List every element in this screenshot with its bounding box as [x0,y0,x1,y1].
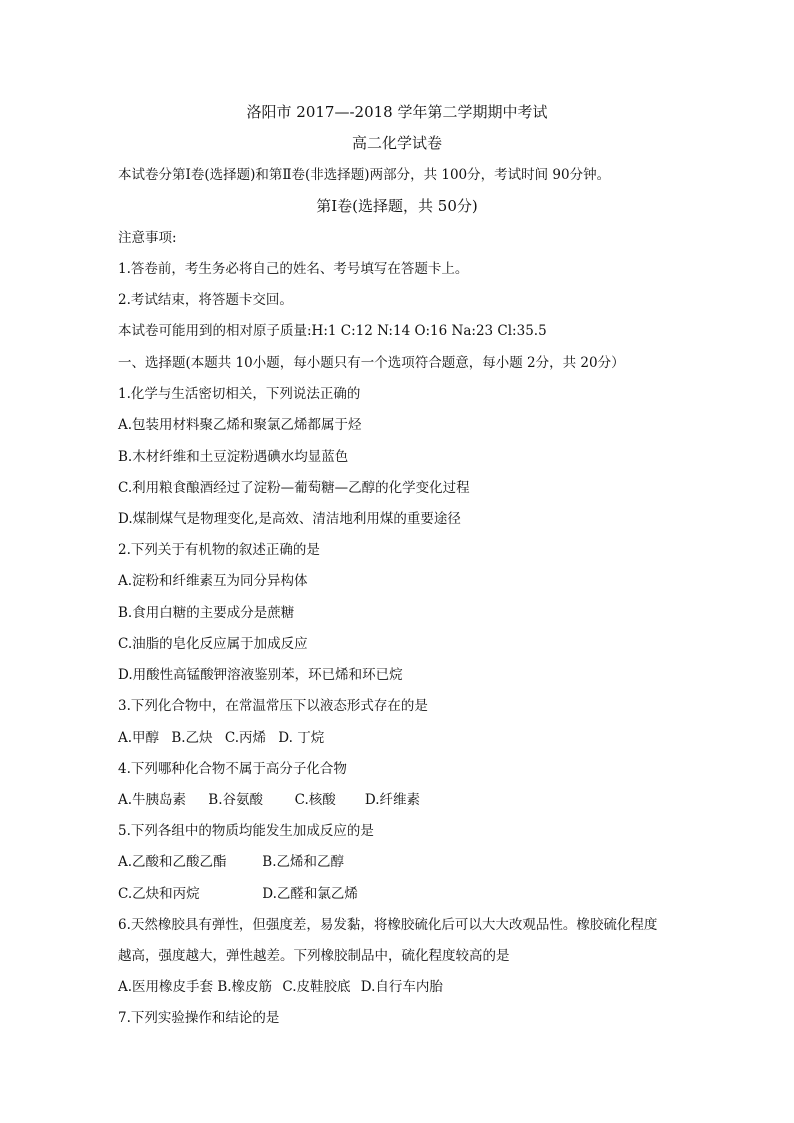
question-2-option-a: A.淀粉和纤维素互为同分异构体 [118,573,308,589]
question-2-option-d: D.用酸性高锰酸钾溶液鉴别苯，环已烯和环已烷 [118,667,403,683]
question-3-option-c: C.丙烯 [224,730,266,746]
atomic-masses: 本试卷可能用到的相对原子质量:H:1 C:12 N:14 O:16 Na:23 Cl:35.5 [118,323,547,339]
question-3-stem: 3.下列化合物中，在常温常压下以液态形式存在的是 [118,698,428,714]
question-5-option-a: A.乙酸和乙酸乙酯 [118,854,227,870]
exam-title: 洛阳市 2017—-2018 学年第二学期期中考试 [246,103,548,121]
section-title: 第Ⅰ卷(选择题，共 50分) [316,197,478,215]
note-item: 2.考试结束，将答题卡交回。 [118,292,293,308]
question-6-stem-line-2: 越高，强度越大，弹性越差。下列橡胶制品中，硫化程度较高的是 [118,948,510,964]
question-3-option-d: D. 丁烷 [278,730,325,746]
note-item: 1.答卷前，考生务必将自己的姓名、考号填写在答题卡上。 [118,261,469,277]
question-5-stem: 5.下列各组中的物质均能发生加成反应的是 [118,823,374,839]
question-6-stem-line-1: 6.天然橡胶具有弹性，但强度差，易发黏，将橡胶硫化后可以大大改观品性。橡胶硫化程度 [118,917,658,933]
question-4-option-b: B.谷氨酸 [208,792,264,808]
question-4-option-a: A.牛胰岛素 [118,792,187,808]
question-5-options-row-1 [118,853,344,871]
question-6-options [118,978,443,996]
question-4-option-d: D.纤维素 [364,792,421,808]
question-1-option-b: B.木材纤维和土豆淀粉遇碘水均显蓝色 [118,449,349,465]
question-4-options [118,791,420,809]
question-2-option-c: C.油脂的皂化反应属于加成反应 [118,636,308,652]
question-1-option-a: A.包装用材料聚乙烯和聚氯乙烯都属于烃 [118,417,362,433]
question-4-stem: 4.下列哪种化合物不属于高分子化合物 [118,761,347,777]
exam-subtitle: 高二化学试卷 [351,134,442,152]
question-2-stem: 2.下列关于有机物的叙述正确的是 [118,542,320,558]
notes-heading: 注意事项: [118,230,177,246]
question-1-stem: 1.化学与生活密切相关，下列说法正确的 [118,386,361,402]
question-2-option-b: B.食用白糖的主要成分是蔗糖 [118,605,295,621]
part-heading: 一、选择题(本题共 10小题，每小题只有一个选项符合题意，每小题 2分，共 20分） [118,355,625,371]
question-7-stem: 7.下列实验操作和结论的是 [118,1010,280,1026]
question-5-option-b: B.乙烯和乙醇 [262,854,345,870]
question-6-option-c: C.皮鞋胶底 [282,979,351,995]
exam-intro: 本试卷分第Ⅰ卷(选择题)和第Ⅱ卷(非选择题)两部分，共 100分，考试时间 90分钟。 [118,167,611,183]
question-5-option-d: D.乙醛和氯乙烯 [262,886,358,902]
question-1-option-d: D.煤制煤气是物理变化,是高效、清洁地利用煤的重要途径 [118,511,461,527]
question-6-option-a: A.医用橡皮手套 [118,979,214,995]
question-3-options [118,729,324,747]
question-6-option-d: D.自行车内胎 [360,979,443,995]
question-4-option-c: C.核酸 [294,792,336,808]
question-3-option-b: B.乙炔 [171,730,213,746]
question-6-option-b: B.橡皮筋 [217,979,273,995]
question-3-option-a: A.甲醇 [118,730,160,746]
question-1-option-c: C.利用粮食酿酒经过了淀粉—葡萄糖—乙醇的化学变化过程 [118,480,470,496]
question-5-options-row-2 [118,885,358,903]
question-5-option-c: C.乙炔和丙烷 [118,886,200,902]
